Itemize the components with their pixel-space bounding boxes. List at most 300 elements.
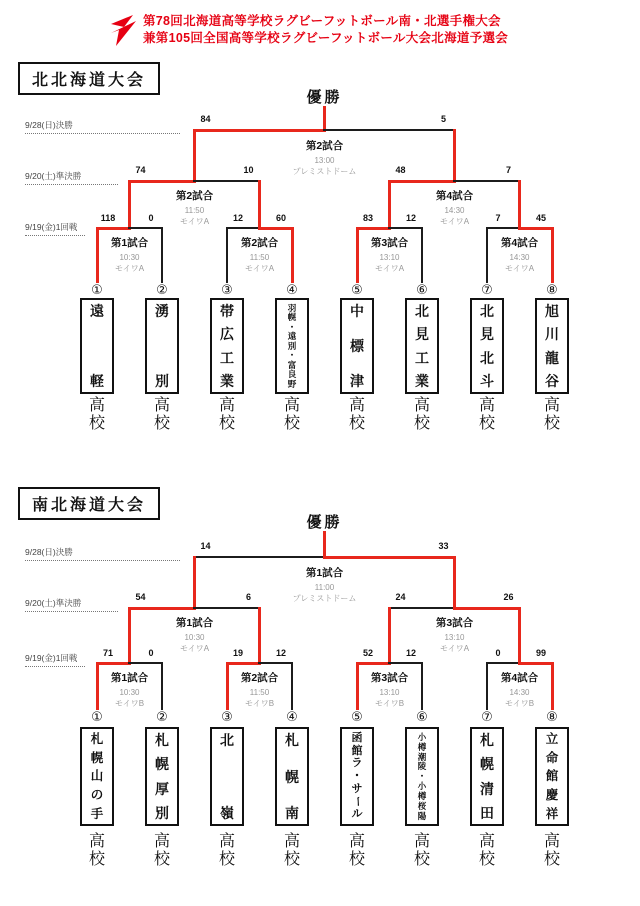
firstround-winner-line	[518, 607, 521, 664]
winner-line	[128, 180, 196, 183]
match-score: 12	[232, 213, 244, 223]
section-title-south: 南北海道大会	[18, 487, 160, 520]
match-score: 0	[148, 648, 154, 658]
match-label	[270, 138, 380, 178]
team-name-char: 祥	[545, 806, 559, 821]
school-suffix	[479, 833, 495, 868]
school-suffix-char: 高	[283, 397, 301, 414]
school-suffix-char: 校	[348, 414, 366, 432]
champion-label: 優勝	[306, 89, 343, 106]
match-name: 第2試合	[240, 237, 279, 249]
team-line	[486, 662, 488, 710]
school-suffix	[544, 833, 560, 868]
semifinal-winner-line	[193, 129, 196, 182]
semifinal-winner-line	[193, 556, 196, 609]
school-suffix-char: 高	[218, 397, 236, 414]
team-line	[96, 662, 99, 710]
match-label	[335, 670, 445, 710]
school-suffix-char: 高	[283, 833, 301, 850]
team-line	[161, 662, 163, 710]
match-name: 第1試合	[305, 567, 344, 579]
team-name-char: 北	[415, 303, 429, 319]
team-name-char: 津	[350, 373, 364, 389]
school-suffix-char: 高	[88, 833, 106, 850]
team-name-char: 見	[480, 326, 494, 343]
team-name-char: 北	[220, 732, 234, 748]
match-score: 12	[405, 213, 417, 223]
team-name-char: 陵	[417, 761, 427, 772]
team-name-char: 桜	[417, 800, 427, 811]
team-name-char: 小	[417, 781, 427, 792]
team-name-char: 別	[155, 373, 169, 389]
champion-line	[323, 531, 326, 558]
team-name-char: 帯	[220, 303, 234, 319]
match-time: 11:50	[249, 688, 270, 697]
team-line	[161, 227, 163, 283]
team-name-char: ル	[351, 807, 363, 820]
seed-number: ①	[91, 709, 103, 724]
match-name: 第3試合	[435, 617, 474, 629]
match-score: 99	[535, 648, 547, 658]
team-name-char: サ	[351, 782, 363, 795]
bracket-line	[193, 607, 261, 609]
match-name: 第3試合	[370, 672, 409, 684]
winner-line	[96, 662, 131, 665]
team-name-char: 潮	[417, 751, 427, 762]
team-name-char: 広	[220, 326, 234, 343]
seed-number: ④	[286, 709, 298, 724]
seed-number: ⑦	[481, 282, 493, 297]
team-name-char: ラ	[351, 757, 363, 770]
seed-number: ⑥	[416, 709, 428, 724]
red-arrow-emblem-icon	[110, 14, 137, 47]
match-score: 33	[438, 541, 449, 551]
school-suffix-char: 校	[348, 850, 366, 868]
school-suffix-char: 校	[543, 414, 561, 432]
school-suffix	[284, 833, 300, 868]
team-line	[226, 662, 229, 710]
team-name-char: 羽	[287, 303, 297, 313]
page-header	[110, 13, 508, 47]
school-suffix	[154, 397, 170, 432]
match-venue: モイワA	[439, 216, 470, 226]
school-suffix-char: 校	[478, 414, 496, 432]
team-name-char: 小	[417, 732, 427, 742]
bracket-line	[128, 227, 163, 229]
match-score: 7	[495, 213, 501, 223]
match-name: 第1試合	[110, 237, 149, 249]
firstround-winner-line	[518, 180, 521, 229]
match-score: 10	[243, 165, 254, 175]
school-suffix-char: 校	[478, 850, 496, 868]
match-score: 45	[535, 213, 547, 223]
match-score: 7	[505, 165, 512, 175]
school-suffix-char: 高	[478, 833, 496, 850]
school-suffix-char: 校	[153, 414, 171, 432]
team-box	[470, 298, 504, 394]
team-name-char: 手	[90, 806, 104, 821]
match-score: 54	[135, 592, 146, 602]
team-name-char: 川	[545, 326, 559, 343]
school-suffix-char: 校	[413, 414, 431, 432]
match-time: 14:30	[509, 688, 530, 697]
match-time: 10:30	[119, 688, 140, 697]
match-label	[270, 565, 380, 605]
school-suffix-char: 高	[413, 397, 431, 414]
match-name: 第1試合	[175, 617, 214, 629]
team-line	[356, 227, 359, 283]
team-name-char: 北	[480, 303, 494, 319]
match-label	[335, 235, 445, 275]
winner-line	[453, 607, 521, 610]
team-name-char: 別	[287, 340, 297, 351]
school-suffix-char: 校	[88, 850, 106, 868]
match-score: 5	[440, 114, 447, 124]
match-score: 83	[362, 213, 374, 223]
school-suffix	[414, 397, 430, 432]
match-time: 13:00	[314, 156, 335, 165]
match-score: 74	[135, 165, 146, 175]
team-box	[405, 298, 439, 394]
winner-line	[226, 662, 261, 665]
firstround-winner-line	[258, 180, 261, 229]
semifinal-winner-line	[453, 129, 456, 182]
school-suffix	[219, 833, 235, 868]
school-suffix-char: 校	[543, 850, 561, 868]
seed-number: ⑧	[546, 709, 558, 724]
school-suffix	[89, 397, 105, 432]
team-line	[356, 662, 359, 710]
winner-line	[518, 662, 553, 665]
team-name-char: 軽	[90, 373, 104, 389]
team-name-char: 幌	[480, 756, 494, 773]
team-box	[145, 298, 179, 394]
bracket-line	[128, 662, 163, 664]
winner-line	[388, 180, 456, 183]
match-score: 19	[232, 648, 244, 658]
match-venue: モイワA	[179, 216, 210, 226]
team-name-char: 谷	[545, 372, 559, 389]
match-label	[75, 670, 185, 710]
match-label	[465, 670, 575, 710]
team-name-char: 札	[90, 732, 104, 746]
match-score: 48	[395, 165, 406, 175]
match-time: 13:10	[444, 633, 465, 642]
school-suffix	[414, 833, 430, 868]
seed-number: ⑥	[416, 282, 428, 297]
school-suffix	[284, 397, 300, 432]
team-name-char: 業	[220, 372, 234, 389]
match-name: 第2試合	[240, 672, 279, 684]
team-box	[535, 727, 569, 826]
team-name-char: 工	[220, 349, 234, 366]
round-label: 9/20(土)準決勝	[25, 170, 118, 185]
team-name-char: 樽	[417, 741, 427, 752]
final-line-left	[193, 129, 326, 132]
team-box	[80, 298, 114, 394]
team-name-char: 見	[415, 326, 429, 343]
school-suffix-char: 高	[348, 833, 366, 850]
team-name-char: ・	[417, 771, 427, 782]
match-venue: モイワA	[504, 263, 535, 273]
school-suffix-char: 校	[413, 850, 431, 868]
team-line	[291, 662, 293, 710]
team-name-char: 旭	[545, 303, 559, 319]
team-name-char: ・	[287, 350, 297, 361]
team-name-char: 田	[480, 804, 494, 821]
match-score: 71	[102, 648, 114, 658]
school-suffix-char: 高	[153, 397, 171, 414]
team-box	[340, 727, 374, 826]
school-suffix	[219, 397, 235, 432]
school-suffix	[89, 833, 105, 868]
semifinal-winner-line	[453, 556, 456, 609]
school-suffix-char: 高	[88, 397, 106, 414]
page-title	[143, 13, 508, 47]
match-score: 52	[362, 648, 374, 658]
seed-number: ⑤	[351, 282, 363, 297]
match-venue: モイワA	[179, 643, 210, 653]
team-name-char: 遠	[287, 331, 297, 342]
school-suffix	[349, 833, 365, 868]
school-suffix-char: 校	[153, 850, 171, 868]
team-name-char: 別	[155, 804, 169, 821]
match-score: 6	[245, 592, 252, 602]
team-name-char: 札	[155, 732, 169, 748]
team-box	[535, 298, 569, 394]
team-name-char: 幌	[287, 312, 297, 323]
match-time: 11:50	[184, 206, 205, 215]
school-suffix	[154, 833, 170, 868]
firstround-winner-line	[388, 180, 391, 229]
team-name-char: 野	[287, 378, 297, 389]
match-venue: モイワA	[439, 643, 470, 653]
team-line	[291, 227, 294, 283]
match-venue: プレミストドーム	[292, 166, 357, 176]
team-line	[96, 227, 99, 283]
match-name: 第4試合	[435, 190, 474, 202]
team-line	[421, 227, 423, 283]
match-time: 10:30	[184, 633, 205, 642]
team-name-char: 湧	[155, 303, 169, 319]
bracket-line	[193, 180, 261, 182]
team-name-char: ・	[351, 769, 363, 782]
team-line	[551, 662, 554, 710]
round-label: 9/19(金)1回戦	[25, 652, 85, 667]
team-name-char: 中	[350, 303, 364, 319]
team-box	[470, 727, 504, 826]
team-name-char: 厚	[155, 780, 169, 797]
team-box	[210, 298, 244, 394]
seed-number: ③	[221, 282, 233, 297]
winner-line	[356, 227, 391, 230]
team-name-char: 山	[90, 769, 104, 784]
team-box	[210, 727, 244, 826]
winner-line	[258, 227, 293, 230]
section-title-north: 北北海道大会	[18, 62, 160, 95]
school-suffix	[349, 397, 365, 432]
match-score: 26	[503, 592, 514, 602]
team-name-char: 幌	[90, 750, 104, 765]
match-venue: モイワA	[114, 263, 145, 273]
bracket-line	[226, 227, 261, 229]
title-line-1: 第78回北海道高等学校ラグビーフットボール南・北選手権大会	[143, 14, 501, 28]
match-venue: モイワA	[244, 263, 275, 273]
match-venue: モイワA	[374, 263, 405, 273]
match-label	[465, 235, 575, 275]
team-name-char: 富	[287, 359, 297, 370]
school-suffix-char: 高	[543, 833, 561, 850]
match-venue: プレミストドーム	[292, 593, 357, 603]
match-name: 第1試合	[110, 672, 149, 684]
team-name-char: 札	[285, 732, 299, 748]
school-suffix-char: 高	[153, 833, 171, 850]
match-venue: モイワB	[374, 698, 405, 708]
seed-number: ⑤	[351, 709, 363, 724]
team-name-char: 函	[351, 732, 363, 744]
match-score: 0	[148, 213, 154, 223]
team-line	[421, 662, 423, 710]
team-name-char: 斗	[480, 372, 494, 389]
winner-line	[356, 662, 391, 665]
match-name: 第4試合	[500, 237, 539, 249]
team-name-char: 清	[480, 780, 494, 797]
firstround-winner-line	[388, 607, 391, 664]
bracket-line	[388, 227, 423, 229]
match-score: 12	[275, 648, 287, 658]
team-box	[340, 298, 374, 394]
bracket-line	[486, 227, 521, 229]
round-label: 9/19(金)1回戦	[25, 221, 85, 236]
team-name-char: 標	[350, 338, 364, 354]
team-line	[551, 227, 554, 283]
team-name-char: の	[90, 787, 104, 802]
team-box	[145, 727, 179, 826]
firstround-winner-line	[128, 607, 131, 664]
team-name-char: ー	[351, 796, 364, 808]
match-time: 14:30	[509, 253, 530, 262]
team-line	[226, 227, 228, 283]
match-venue: モイワB	[244, 698, 275, 708]
match-score: 24	[395, 592, 406, 602]
match-time: 11:00	[314, 583, 335, 592]
team-name-char: 陽	[417, 810, 427, 821]
school-suffix	[479, 397, 495, 432]
firstround-winner-line	[128, 180, 131, 229]
seed-number: ⑧	[546, 282, 558, 297]
champion-line	[323, 106, 326, 131]
final-line-right	[323, 556, 456, 559]
firstround-winner-line	[258, 607, 261, 664]
match-venue: モイワB	[504, 698, 535, 708]
school-suffix-char: 校	[218, 850, 236, 868]
team-name-char: 工	[415, 349, 429, 366]
match-score: 14	[200, 541, 211, 551]
match-label	[205, 235, 315, 275]
winner-line	[518, 227, 553, 230]
match-time: 14:30	[444, 206, 465, 215]
school-suffix-char: 高	[543, 397, 561, 414]
team-name-char: 良	[287, 369, 297, 380]
school-suffix-char: 高	[348, 397, 366, 414]
match-score: 118	[100, 213, 116, 223]
match-score: 0	[495, 648, 501, 658]
match-label	[75, 235, 185, 275]
team-name-char: 立	[545, 732, 559, 746]
school-suffix-char: 高	[478, 397, 496, 414]
team-name-char: 慶	[545, 787, 559, 802]
final-line-right	[323, 129, 456, 131]
team-box	[80, 727, 114, 826]
bracket-line	[453, 180, 521, 182]
champion-label: 優勝	[306, 514, 343, 531]
round-label: 9/28(日)決勝	[25, 546, 180, 561]
team-name-char: 北	[480, 349, 494, 366]
match-name: 第4試合	[500, 672, 539, 684]
seed-number: ②	[156, 709, 168, 724]
match-name: 第3試合	[370, 237, 409, 249]
team-name-char: 業	[415, 372, 429, 389]
school-suffix-char: 校	[218, 414, 236, 432]
round-label: 9/20(土)準決勝	[25, 597, 118, 612]
team-name-char: 命	[545, 750, 559, 765]
team-name-char: 嶺	[220, 805, 234, 821]
bracket-line	[258, 662, 293, 664]
team-box	[275, 298, 309, 394]
match-score: 60	[275, 213, 287, 223]
match-time: 13:10	[379, 688, 400, 697]
team-box	[275, 727, 309, 826]
match-name: 第2試合	[175, 190, 214, 202]
team-name-char: 遠	[90, 303, 104, 319]
seed-number: ①	[91, 282, 103, 297]
team-name-char: 札	[480, 732, 494, 748]
title-line-2: 兼第105回全国高等学校ラグビーフットボール大会北海道予選会	[143, 30, 509, 45]
match-venue: モイワB	[114, 698, 145, 708]
seed-number: ④	[286, 282, 298, 297]
match-score: 84	[200, 114, 211, 124]
seed-number: ③	[221, 709, 233, 724]
team-name-char: 館	[351, 744, 363, 757]
match-label	[205, 670, 315, 710]
team-name-char: 幌	[285, 768, 299, 785]
team-box	[405, 727, 439, 826]
winner-line	[128, 607, 196, 610]
match-name: 第2試合	[305, 140, 344, 152]
match-time: 10:30	[119, 253, 140, 262]
winner-line	[96, 227, 131, 230]
seed-number: ②	[156, 282, 168, 297]
bracket-line	[388, 662, 423, 664]
bracket-line	[388, 607, 456, 609]
team-name-char: 樽	[417, 790, 427, 801]
bracket-line	[486, 662, 521, 664]
school-suffix-char: 校	[283, 414, 301, 432]
team-name-char: 館	[545, 769, 559, 784]
school-suffix-char: 校	[283, 850, 301, 868]
team-name-char: 南	[285, 805, 299, 821]
team-name-char: ・	[287, 321, 297, 332]
seed-number: ⑦	[481, 709, 493, 724]
team-name-char: 龍	[545, 349, 559, 366]
match-time: 11:50	[249, 253, 270, 262]
team-name-char: 幌	[155, 756, 169, 773]
school-suffix-char: 高	[413, 833, 431, 850]
team-line	[486, 227, 488, 283]
school-suffix-char: 高	[218, 833, 236, 850]
round-label: 9/28(日)決勝	[25, 119, 180, 134]
match-score: 12	[405, 648, 417, 658]
